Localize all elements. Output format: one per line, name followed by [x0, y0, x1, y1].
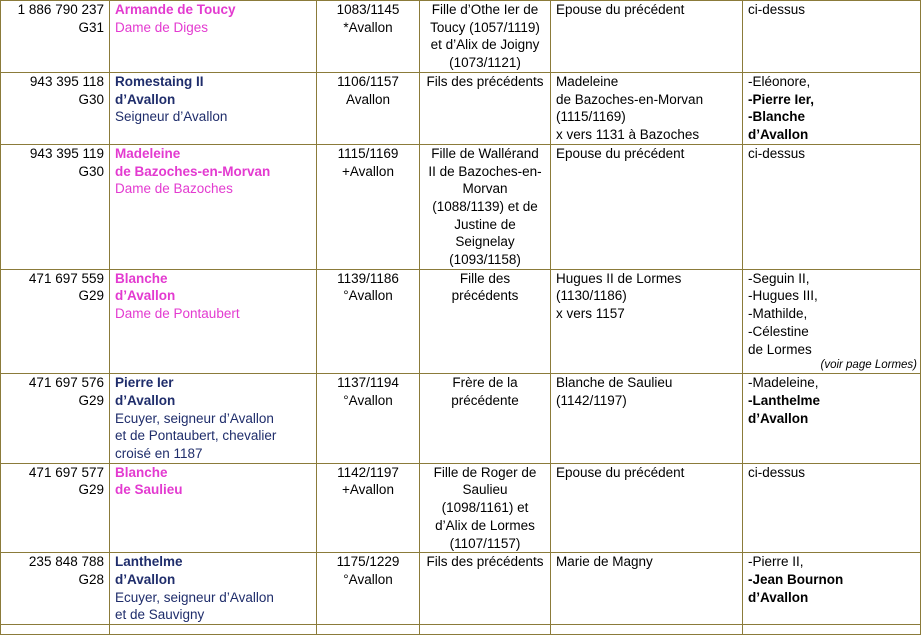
dates-cell: [317, 269, 420, 374]
person-cell: [110, 144, 317, 269]
sosa-cell: [1, 144, 110, 269]
person-name: de Saulieu: [115, 482, 183, 498]
parents-text: Fille des: [459, 270, 511, 286]
parents-text: Fils des précédents: [426, 73, 544, 89]
see-page-note: (voir page Lormes): [820, 359, 917, 372]
person-title: et de Sauvigny: [115, 607, 205, 623]
table-row: [1, 374, 921, 464]
sosa-cell: [1, 625, 110, 635]
parents-cell: [420, 144, 551, 269]
life-dates: 1139/1186: [337, 270, 399, 286]
person-name: d’Avallon: [115, 288, 176, 304]
spouse-text: (1115/1169): [556, 109, 626, 125]
children-cell: [743, 144, 921, 269]
person-title: Dame de Bazoches: [115, 181, 233, 197]
person-name: d’Avallon: [115, 91, 176, 107]
dates-cell: [317, 1, 420, 73]
spouse-text: Marie de Magny: [556, 554, 653, 570]
sosa-cell: [1, 463, 110, 553]
parents-text: (1073/1121): [449, 55, 521, 71]
spouse-text: x vers 1131 à Bazoches: [556, 126, 700, 142]
sosa-number: 943 395 118: [29, 73, 104, 89]
life-dates: 1175/1229: [336, 554, 400, 570]
person-cell: [110, 553, 317, 625]
generation-label: G29: [78, 482, 104, 498]
child-entry: -Lanthelme: [748, 392, 821, 408]
sosa-cell: [1, 1, 110, 73]
life-dates: 1115/1169: [337, 145, 399, 161]
person-cell: [110, 625, 317, 635]
parents-text: précédents: [451, 288, 519, 304]
parents-text: Fille de Wallérand: [431, 145, 539, 161]
parents-cell: [420, 625, 551, 635]
parents-text: (1098/1161) et: [441, 500, 529, 516]
table-row: [1, 553, 921, 625]
parents-text: précédente: [451, 392, 519, 408]
spouse-text: (1142/1197): [556, 392, 627, 408]
sosa-number: 471 697 577: [28, 464, 104, 480]
sosa-number: 943 395 119: [29, 145, 104, 161]
child-entry: -Blanche: [748, 109, 806, 125]
life-dates: +Avallon: [342, 163, 394, 179]
child-entry: -Seguin II,: [748, 270, 810, 286]
child-entry: -Mathilde,: [748, 306, 808, 322]
life-dates: °Avallon: [343, 288, 393, 304]
life-dates: 1083/1145: [336, 2, 400, 17]
child-entry: -Hugues III,: [748, 288, 818, 304]
table-row: [1, 144, 921, 269]
person-cell: [110, 269, 317, 374]
generation-label: G29: [78, 288, 104, 304]
sosa-cell: [1, 72, 110, 144]
child-entry: ci-dessus: [748, 2, 806, 17]
spouse-cell: [551, 72, 743, 144]
spouse-cell: [551, 1, 743, 73]
parents-text: d’Alix de Lormes: [435, 517, 535, 533]
parents-text: Fille de Roger de: [433, 464, 537, 480]
parents-text: (1088/1139) et de: [432, 198, 538, 214]
child-entry: de Lormes: [748, 341, 812, 357]
person-name: Madeleine: [115, 145, 181, 161]
table-row: [1, 269, 921, 374]
parents-text: (1093/1158): [449, 252, 521, 268]
spouse-text: Madeleine: [556, 73, 619, 89]
sosa-cell: [1, 374, 110, 464]
sosa-number: 471 697 576: [28, 375, 104, 391]
person-title: et de Pontaubert, chevalier: [115, 428, 277, 444]
children-cell: [743, 625, 921, 635]
parents-text: Fils des précédents: [426, 554, 544, 570]
person-name: Blanche: [115, 270, 168, 286]
person-name: Blanche: [115, 464, 168, 480]
person-title: Ecuyer, seigneur d’Avallon: [115, 410, 274, 426]
parents-text: Frère de la: [452, 375, 518, 391]
spouse-text: Epouse du précédent: [556, 464, 685, 480]
children-cell: [743, 1, 921, 73]
person-cell: [110, 1, 317, 73]
dates-cell: [317, 72, 420, 144]
parents-text: (1107/1157): [449, 535, 521, 551]
spouse-text: Hugues II de Lormes: [556, 270, 682, 286]
spouse-text: Epouse du précédent: [556, 2, 685, 17]
generation-label: G30: [78, 163, 104, 179]
life-dates: °Avallon: [343, 571, 393, 587]
spouse-cell: [551, 374, 743, 464]
parents-text: Morvan: [462, 181, 508, 197]
sosa-cell: [1, 269, 110, 374]
genealogy-table-body: [1, 1, 921, 635]
child-entry: d’Avallon: [748, 410, 809, 426]
person-title: Dame de Pontaubert: [115, 306, 240, 322]
children-cell: [743, 553, 921, 625]
dates-cell: [317, 625, 420, 635]
sosa-number: 471 697 559: [28, 270, 104, 286]
life-dates: °Avallon: [343, 392, 393, 408]
spouse-cell: [551, 463, 743, 553]
child-entry: ci-dessus: [748, 145, 806, 161]
person-cell: [110, 463, 317, 553]
spouse-cell: [551, 553, 743, 625]
generation-label: G29: [78, 392, 104, 408]
person-name: Pierre Ier: [115, 375, 174, 391]
parents-cell: [420, 374, 551, 464]
generation-label: G28: [78, 571, 104, 587]
sosa-cell: [1, 553, 110, 625]
person-title: Dame de Diges: [115, 19, 209, 35]
child-entry: -Madeleine,: [748, 375, 819, 391]
table-row: [1, 463, 921, 553]
life-dates: 1137/1194: [337, 375, 399, 391]
person-title: croisé en 1187: [115, 446, 203, 462]
parents-cell: [420, 1, 551, 73]
spouse-text: Epouse du précédent: [556, 145, 685, 161]
person-name: Armande de Toucy: [115, 2, 236, 17]
person-cell: [110, 72, 317, 144]
child-entry: -Célestine: [748, 323, 809, 339]
person-title: Ecuyer, seigneur d’Avallon: [115, 589, 274, 605]
parents-text: Fille d’Othe Ier de: [431, 2, 539, 17]
children-cell: [743, 72, 921, 144]
sosa-number: 235 848 788: [28, 554, 104, 570]
parents-cell: [420, 72, 551, 144]
dates-cell: [317, 553, 420, 625]
spouse-text: Blanche de Saulieu: [556, 375, 673, 391]
person-name: d’Avallon: [115, 392, 176, 408]
table-row: [1, 1, 921, 73]
spouse-cell: [551, 625, 743, 635]
spouse-text: de Bazoches-en-Morvan: [556, 91, 704, 107]
child-entry: -Jean Bournon: [748, 571, 844, 587]
person-name: Lanthelme: [115, 554, 183, 570]
parents-text: Toucy (1057/1119): [430, 19, 540, 35]
life-dates: *Avallon: [343, 19, 393, 35]
table-row: [1, 72, 921, 144]
spouse-cell: [551, 269, 743, 374]
person-cell: [110, 374, 317, 464]
child-entry: -Pierre Ier,: [748, 91, 815, 107]
children-cell: [743, 463, 921, 553]
generation-label: G31: [78, 19, 104, 35]
parents-text: Saulieu: [462, 482, 508, 498]
person-title: Seigneur d’Avallon: [115, 109, 228, 125]
person-name: de Bazoches-en-Morvan: [115, 163, 271, 179]
spouse-text: (1130/1186): [556, 288, 627, 304]
spouse-text: x vers 1157: [556, 306, 625, 322]
parents-cell: [420, 463, 551, 553]
dates-cell: [317, 463, 420, 553]
person-name: d’Avallon: [115, 571, 176, 587]
child-entry: d’Avallon: [748, 126, 809, 142]
life-dates: Avallon: [345, 91, 391, 107]
life-dates: +Avallon: [342, 482, 394, 498]
generation-label: G30: [78, 91, 104, 107]
parents-text: et d’Alix de Joigny: [430, 37, 540, 53]
parents-cell: [420, 553, 551, 625]
life-dates: 1106/1157: [337, 73, 399, 89]
person-name: Romestaing II: [115, 73, 204, 89]
parents-cell: [420, 269, 551, 374]
child-entry: d’Avallon: [748, 589, 809, 605]
spouse-cell: [551, 144, 743, 269]
parents-text: Seignelay: [455, 234, 515, 250]
sosa-number: 1 886 790 237: [17, 2, 104, 17]
child-entry: -Pierre II,: [748, 554, 804, 570]
table-row: [1, 625, 921, 635]
children-cell: [743, 374, 921, 464]
dates-cell: [317, 144, 420, 269]
parents-text: Justine de: [454, 216, 516, 232]
child-entry: ci-dessus: [748, 464, 806, 480]
children-cell: [743, 269, 921, 374]
parents-text: II de Bazoches-en-: [428, 163, 542, 179]
child-entry: -Eléonore,: [748, 73, 811, 89]
life-dates: 1142/1197: [337, 464, 399, 480]
dates-cell: [317, 374, 420, 464]
